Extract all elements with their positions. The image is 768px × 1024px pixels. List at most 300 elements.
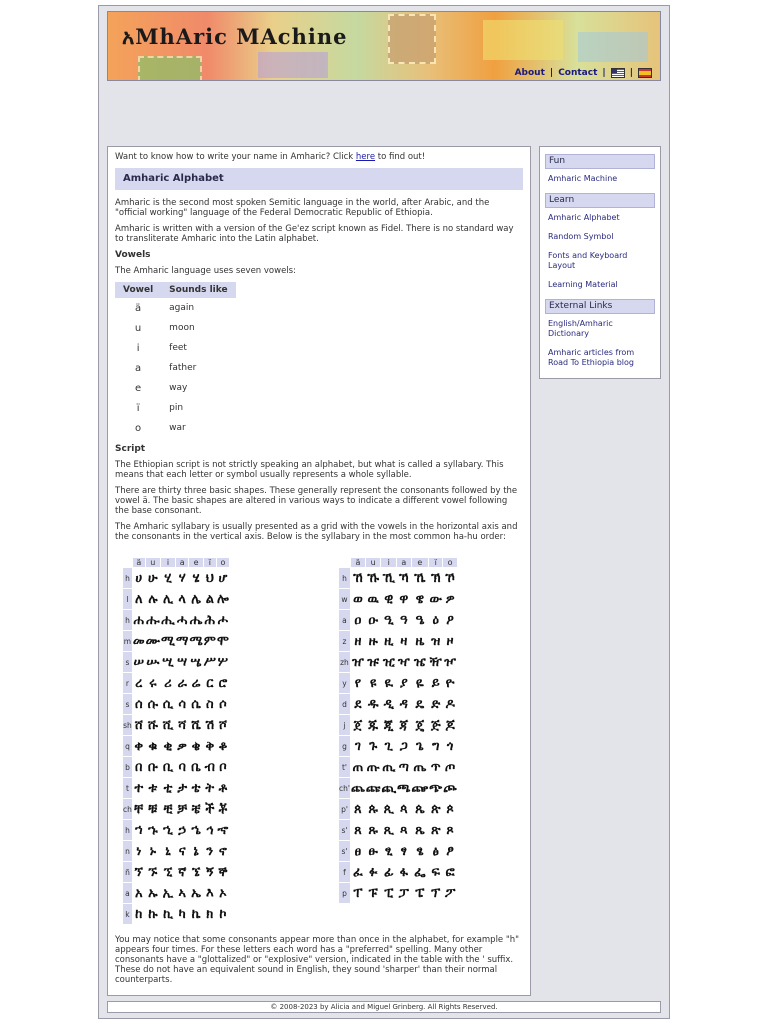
syllable-glyph: ያ — [399, 675, 408, 691]
syllable-glyph: ኽ — [430, 570, 441, 586]
sidebar-item-learning-material[interactable]: Learning Material — [548, 280, 618, 289]
consonant-label: k — [123, 904, 132, 924]
syllable-glyph: ፒ — [384, 885, 394, 901]
vowel-cell: u — [134, 322, 142, 334]
vowel-header: ä — [351, 558, 365, 567]
syllable-glyph: ሰ — [134, 696, 143, 712]
syllable-glyph: ሪ — [164, 675, 172, 691]
syllable-glyph: ዛ — [400, 633, 408, 649]
syllable-glyph: ሔ — [189, 612, 203, 628]
vowel-cell: ï — [136, 402, 140, 414]
vowel-table — [115, 282, 236, 438]
syllable-glyph: ፋ — [399, 864, 408, 880]
syllable-glyph: ፁ — [368, 843, 378, 859]
syllable-glyph: ዖ — [446, 612, 454, 628]
syllable-glyph: ኾ — [445, 570, 455, 586]
syllable-glyph: ይ — [431, 675, 440, 691]
syllable-glyph: ሊ — [162, 591, 174, 607]
sound-cell: moon — [169, 323, 195, 333]
syllable-glyph: ኢ — [162, 885, 174, 901]
sound-cell: war — [169, 423, 186, 433]
syllable-glyph: ሺ — [162, 717, 174, 733]
syllable-glyph: ፄ — [416, 843, 424, 859]
vowel-header: o — [217, 558, 229, 567]
syllable-glyph: ጱ — [368, 801, 378, 817]
sound-cell: way — [169, 383, 188, 393]
consonant-label: b — [123, 757, 132, 777]
syllable-glyph: ጁ — [368, 717, 379, 733]
syllable-glyph: ኆ — [217, 822, 229, 838]
syllable-glyph: ቄ — [191, 738, 201, 754]
spanish-flag-icon[interactable] — [638, 68, 652, 78]
syllable-glyph: ዞ — [446, 633, 454, 649]
syllabary-row — [123, 841, 229, 861]
syllable-glyph: ጅ — [430, 717, 441, 733]
syllable-glyph: ቀ — [134, 738, 144, 754]
syllable-glyph: እ — [205, 885, 214, 901]
banner-stamp-decoration — [258, 52, 328, 78]
syllable-glyph: ቱ — [148, 780, 158, 796]
syllable-glyph: ፂ — [384, 843, 393, 859]
syllable-glyph: ኛ — [178, 864, 187, 880]
syllable-glyph: ሢ — [162, 654, 174, 670]
syllable-glyph: ኖ — [218, 843, 227, 859]
paragraph: There are thirty three basic shapes. These generally represent the consonants followed by the vowel ä. The basic shapes are altered in various ways to indicate a different vowel following the base consonant. — [115, 486, 518, 516]
syllable-glyph: ኣ — [178, 885, 186, 901]
syllable-glyph: ፀ — [354, 843, 362, 859]
consonant-label: r — [123, 673, 132, 693]
syllable-glyph: ም — [203, 633, 216, 649]
syllable-glyph: ጉ — [369, 738, 378, 754]
syllable-glyph: ፕ — [431, 885, 441, 901]
syllable-glyph: ጢ — [382, 759, 396, 775]
syllable-glyph: ጤ — [413, 759, 427, 775]
syllabary-row — [123, 736, 229, 756]
syllable-glyph: ሹ — [147, 717, 158, 733]
paragraph: Amharic is written with a version of the Ge'ez script known as Fidel. There is no standard way to transliterate Amharic into the Latin alphabet. — [115, 224, 514, 244]
syllable-glyph: ቹ — [148, 801, 158, 817]
syllable-glyph: ዮ — [445, 675, 455, 691]
syllable-glyph: ፃ — [400, 843, 407, 859]
syllable-glyph: ሚ — [161, 633, 175, 649]
syllable-glyph: ፊ — [383, 864, 394, 880]
syllable-glyph: ዌ — [415, 591, 425, 607]
vowel-row — [115, 418, 236, 438]
syllable-glyph: ሁ — [148, 570, 158, 586]
syllable-glyph: መ — [132, 633, 145, 649]
syllable-glyph: ሃ — [178, 570, 186, 586]
syllable-glyph: ዓ — [399, 612, 408, 628]
sound-cell: again — [169, 303, 195, 313]
syllable-glyph: ል — [205, 591, 214, 607]
consonant-label: s — [123, 694, 132, 714]
syllable-glyph: ማ — [175, 633, 189, 649]
syllable-glyph: ቻ — [177, 801, 188, 817]
vowel-row — [115, 358, 236, 378]
syllabary-row — [339, 631, 457, 651]
syllable-glyph: ቂ — [163, 738, 173, 754]
footer: © 2008-2023 by Alicia and Miguel Grinberg. All Rights Reserved. — [107, 1001, 661, 1013]
syllable-glyph: ቅ — [205, 738, 215, 754]
syllable-glyph: ሳ — [178, 696, 187, 712]
syllabary-row — [123, 694, 229, 714]
sidebar-item-random-symbol[interactable]: Random Symbol — [548, 232, 614, 241]
vowel-row — [115, 318, 236, 338]
syllable-glyph: ፐ — [353, 885, 363, 901]
syllable-glyph: ሉ — [148, 591, 158, 607]
syllable-glyph: ሌ — [191, 591, 201, 607]
consonant-label: ch — [123, 799, 132, 819]
name-writer-link[interactable]: here — [355, 152, 376, 162]
syllable-glyph: ሜ — [189, 633, 203, 649]
syllable-glyph: ዲ — [383, 696, 394, 712]
syllable-glyph: የ — [354, 675, 362, 691]
syllable-glyph: ፓ — [398, 885, 409, 901]
consonant-label: z — [339, 631, 350, 651]
syllable-glyph: ጋ — [399, 738, 408, 754]
syllable-glyph: ጲ — [383, 801, 394, 817]
contact-link[interactable]: Contact — [558, 68, 598, 78]
syllable-glyph: ው — [429, 591, 442, 607]
syllable-glyph: ኮ — [219, 906, 227, 922]
syllabary-row — [123, 631, 229, 651]
syllabary-row — [123, 652, 229, 672]
consonant-label: y — [339, 673, 350, 693]
syllable-glyph: ኚ — [163, 864, 173, 880]
syllable-glyph: ኑ — [149, 843, 156, 859]
sidebar-section-external-links: External Links — [545, 299, 655, 314]
syllable-glyph: ጴ — [415, 801, 425, 817]
syllabary-row — [339, 589, 457, 609]
consonant-label: m — [123, 631, 132, 651]
consonant-label: d — [339, 694, 350, 714]
syllabary-row — [339, 862, 457, 882]
syllable-glyph: ጵ — [430, 801, 441, 817]
sidebar-item-amharic-alphabet[interactable]: Amharic Alphabet — [548, 213, 620, 222]
syllable-glyph: ዱ — [367, 696, 379, 712]
closing-paragraph: You may notice that some consonants appear more than once in the alphabet, for example "h" appears four times. For these letters each word has a "preferred" spelling. Many other consonants have a "glottalized" or "explosive" version, indicated in the table with the ' suffix. These do not have an equivalent sound in English, they sound 'sharper' than their normal counterparts. — [115, 935, 520, 985]
banner-stamp-decoration — [388, 14, 436, 64]
syllable-glyph: ጌ — [415, 738, 424, 754]
syllable-glyph: ዉ — [367, 591, 379, 607]
syllable-glyph: ዋ — [399, 591, 409, 607]
syllabary-row — [123, 904, 229, 924]
syllable-glyph: ት — [205, 780, 215, 796]
syllable-glyph: ጼ — [415, 822, 425, 838]
syllable-glyph: ዚ — [384, 633, 394, 649]
syllable-glyph: ጆ — [445, 717, 455, 733]
syllable-glyph: ሠ — [133, 654, 145, 670]
syllable-glyph: ቾ — [218, 801, 228, 817]
syllable-glyph: ቁ — [148, 738, 158, 754]
syllable-glyph: ዶ — [445, 696, 455, 712]
syllable-glyph: ቺ — [163, 801, 173, 817]
syllable-glyph: ዥ — [429, 654, 442, 670]
syllable-glyph: ዝ — [431, 633, 441, 649]
syllable-glyph: ፉ — [368, 864, 378, 880]
syllable-glyph: ፖ — [444, 885, 456, 901]
syllable-glyph: ሖ — [217, 612, 229, 628]
syllable-glyph: ኝ — [205, 864, 214, 880]
vowel-header: u — [366, 558, 381, 567]
banner-stamp-decoration — [138, 56, 202, 81]
syllable-glyph: ቸ — [134, 801, 144, 817]
syllable-glyph: ሀ — [135, 570, 143, 586]
sidebar-item-dictionary[interactable]: English/Amharic Dictionary — [548, 319, 613, 338]
vowel-column-header: Vowel — [115, 282, 161, 298]
syllable-glyph: ጦ — [444, 759, 456, 775]
syllabary-row — [339, 673, 457, 693]
syllabary-row — [339, 715, 457, 735]
syllable-glyph: ጭ — [429, 780, 443, 796]
syllabary-row — [123, 589, 229, 609]
syllable-glyph: ታ — [177, 780, 188, 796]
syllable-glyph: ሓ — [176, 612, 188, 628]
syllable-glyph: ች — [205, 801, 215, 817]
syllable-glyph: ሴ — [191, 696, 201, 712]
syllable-glyph: ሬ — [191, 675, 201, 691]
sidebar-item-amharic-machine[interactable]: Amharic Machine — [548, 174, 618, 183]
vowel-header: o — [443, 558, 457, 567]
syllable-glyph: ዕ — [432, 612, 439, 628]
syllable-glyph: ጫ — [397, 780, 411, 796]
script-heading: Script — [115, 444, 146, 454]
syllabary-row — [339, 736, 457, 756]
english-flag-icon[interactable] — [611, 68, 625, 78]
syllabary-row — [123, 883, 229, 903]
syllable-glyph: ስ — [205, 696, 214, 712]
syllable-glyph: ኦ — [219, 885, 227, 901]
syllable-glyph: ቢ — [162, 759, 174, 775]
vowel-header: ä — [133, 558, 145, 567]
vowel-header: e — [412, 558, 429, 567]
syllabary-row — [339, 883, 457, 903]
syllable-glyph: ዡ — [367, 654, 380, 670]
syllable-glyph: ገ — [354, 738, 361, 754]
syllable-glyph: ዜ — [415, 633, 425, 649]
syllabary-row — [123, 673, 229, 693]
syllable-glyph: ጳ — [399, 801, 408, 817]
syllable-glyph: ጹ — [368, 822, 378, 838]
syllable-glyph: ሦ — [217, 654, 229, 670]
sidebar-item-road-to-ethiopia[interactable]: Amharic articles from Road To Ethiopia blog — [548, 348, 635, 367]
nav-separator: | — [602, 68, 606, 78]
syllable-glyph: ጪ — [381, 780, 397, 796]
syllable-glyph: ዙ — [368, 633, 378, 649]
syllable-glyph: ቼ — [191, 801, 201, 817]
syllable-glyph: ጩ — [365, 780, 381, 796]
syllable-glyph: ጾ — [446, 822, 454, 838]
syllable-glyph: ቃ — [177, 738, 187, 754]
syllabary-row — [123, 715, 229, 735]
syllable-glyph: ጀ — [353, 717, 363, 733]
syllable-glyph: ኺ — [382, 570, 395, 586]
syllable-glyph: ኔ — [193, 843, 199, 859]
syllabary-row — [339, 652, 457, 672]
syllable-glyph: ጡ — [366, 759, 380, 775]
syllable-glyph: ክ — [206, 906, 214, 922]
sound-cell: pin — [169, 403, 184, 413]
vowels-heading: Vowels — [115, 250, 151, 260]
vowel-cell: ä — [135, 302, 142, 314]
vowel-row — [115, 298, 236, 318]
syllable-glyph: ኩ — [148, 906, 158, 922]
syllable-glyph: ጶ — [446, 801, 454, 817]
syllable-glyph: ደ — [354, 696, 362, 712]
vowel-cell: e — [135, 382, 142, 394]
vowel-cell: o — [135, 422, 142, 434]
syllable-glyph: ፔ — [415, 885, 425, 901]
syllable-glyph: ሽ — [205, 717, 215, 733]
consonant-label: q — [123, 736, 132, 756]
syllabary-row — [339, 778, 457, 798]
syllable-glyph: ሑ — [146, 612, 160, 628]
paragraph: The Amharic syllabary is usually presented as a grid with the vowels in the horizontal axis and the consonants in the vertical axis. Below is the syllabary in the most common ha-hu order: — [115, 522, 518, 542]
syllable-glyph: ከ — [135, 906, 143, 922]
syllable-glyph: ህ — [205, 570, 214, 586]
syllable-glyph: ሻ — [178, 717, 187, 733]
syllable-glyph: ዢ — [382, 654, 395, 670]
site-logo[interactable]: አMhAric MAchine — [122, 24, 348, 49]
sounds-like-column-header: Sounds like — [161, 282, 235, 298]
consonant-label: a — [123, 883, 132, 903]
syllable-glyph: ኘ — [134, 864, 144, 880]
syllable-glyph: ዳ — [399, 696, 408, 712]
top-nav — [515, 68, 652, 78]
syllable-glyph: ካ — [178, 906, 186, 922]
consonant-label: n — [123, 841, 132, 861]
syllable-glyph: ኙ — [148, 864, 158, 880]
syllabary-row — [339, 841, 457, 861]
vowel-header: a — [397, 558, 410, 567]
syllable-glyph: ፍ — [431, 864, 441, 880]
syllable-glyph: ሾ — [218, 717, 227, 733]
vowel-header: u — [146, 558, 160, 567]
consonant-label: s — [123, 652, 132, 672]
syllable-glyph: ዊ — [384, 591, 394, 607]
syllable-glyph: ጽ — [430, 822, 441, 838]
syllable-glyph: ቤ — [191, 759, 201, 775]
grid-corner — [123, 558, 132, 567]
consonant-label: h — [123, 610, 132, 630]
syllable-glyph: ጺ — [383, 822, 394, 838]
syllable-glyph: ሂ — [164, 570, 172, 586]
syllable-glyph: ዒ — [383, 612, 394, 628]
syllable-glyph: ዬ — [415, 675, 424, 691]
syllable-glyph: ጨ — [350, 780, 365, 796]
consonant-label: h — [339, 568, 350, 588]
syllable-glyph: ጮ — [443, 780, 457, 796]
vowel-header: i — [161, 558, 175, 567]
syllable-glyph: ሒ — [161, 612, 175, 628]
consonant-label: w — [339, 589, 350, 609]
about-link[interactable]: About — [514, 68, 545, 78]
syllable-glyph: ዘ — [354, 633, 362, 649]
sound-cell: feet — [169, 343, 187, 353]
syllable-glyph: ሥ — [203, 654, 216, 670]
syllable-glyph: ጻ — [399, 822, 408, 838]
consonant-label: s' — [339, 841, 350, 861]
vowel-cell: a — [135, 362, 142, 374]
syllabary-row — [339, 820, 457, 840]
syllabary-table-left — [122, 557, 230, 925]
intro-text: Want to know how to write your name in Amharic? Click here to find out! — [115, 152, 426, 162]
syllable-glyph: ጰ — [354, 801, 362, 817]
syllable-glyph: ጸ — [354, 822, 362, 838]
syllable-glyph: ወ — [353, 591, 363, 607]
syllabary-row — [123, 862, 229, 882]
sidebar-section-fun: Fun — [545, 154, 655, 169]
syllable-glyph: ቲ — [163, 780, 173, 796]
main-content — [107, 146, 531, 996]
sidebar-item-fonts-keyboard[interactable]: Fonts and Keyboard Layout — [548, 251, 628, 270]
syllable-glyph: ጂ — [384, 717, 394, 733]
vowel-header: e — [189, 558, 202, 567]
syllable-glyph: ሲ — [162, 696, 174, 712]
syllable-glyph: አ — [134, 885, 143, 901]
syllable-glyph: ሤ — [190, 654, 202, 670]
syllabary-row — [123, 799, 229, 819]
syllable-glyph: ጎ — [446, 738, 454, 754]
vowel-header: a — [176, 558, 189, 567]
nav-separator: | — [549, 68, 554, 78]
consonant-label: h — [123, 820, 132, 840]
syllabary-row — [123, 610, 229, 630]
syllable-glyph: ጬ — [411, 780, 429, 796]
syllable-glyph: ኁ — [147, 822, 158, 838]
consonant-label: t' — [339, 757, 350, 777]
syllable-glyph: ኤ — [191, 885, 201, 901]
vowel-cell: i — [136, 342, 140, 354]
syllable-glyph: ጣ — [398, 759, 409, 775]
consonant-label: p — [339, 883, 350, 903]
paragraph: The Ethiopian script is not strictly speaking an alphabet, but what is called a syllabary. This means that each letter or symbol usually represents a whole syllable. — [115, 460, 504, 480]
syllable-glyph: ፑ — [368, 885, 378, 901]
syllable-glyph: ኬ — [191, 906, 201, 922]
syllable-glyph: ር — [206, 675, 214, 691]
syllable-glyph: ሄ — [192, 570, 200, 586]
page-title: Amharic Alphabet — [115, 168, 523, 190]
sidebar-section-learn: Learn — [545, 193, 655, 208]
syllable-glyph: ኒ — [165, 843, 171, 859]
syllable-glyph: ዤ — [413, 654, 426, 670]
consonant-label: a — [339, 610, 350, 630]
syllable-glyph: ፈ — [353, 864, 363, 880]
syllable-glyph: ላ — [178, 591, 186, 607]
syllable-glyph: ፆ — [446, 843, 454, 859]
syllable-glyph: ኅ — [206, 822, 214, 838]
syllable-glyph: ዴ — [415, 696, 425, 712]
vowel-row — [115, 378, 236, 398]
syllabary-row — [339, 757, 457, 777]
syllable-glyph: ዐ — [354, 612, 362, 628]
vowel-row — [115, 338, 236, 358]
syllable-glyph: ሡ — [146, 654, 160, 670]
grid-corner — [339, 558, 350, 567]
sidebar — [539, 146, 661, 379]
syllable-glyph: ኹ — [367, 570, 380, 586]
syllable-glyph: ብ — [204, 759, 215, 775]
syllable-glyph: ሸ — [134, 717, 143, 733]
syllable-glyph: ለ — [134, 591, 143, 607]
syllable-glyph: ዠ — [352, 654, 364, 670]
syllable-glyph: ዑ — [368, 612, 379, 628]
syllabary-row — [339, 610, 457, 630]
vowel-header: ï — [204, 558, 216, 567]
consonant-label: zh — [339, 652, 350, 672]
syllable-glyph: ረ — [135, 675, 143, 691]
syllable-glyph: ኻ — [398, 570, 409, 586]
